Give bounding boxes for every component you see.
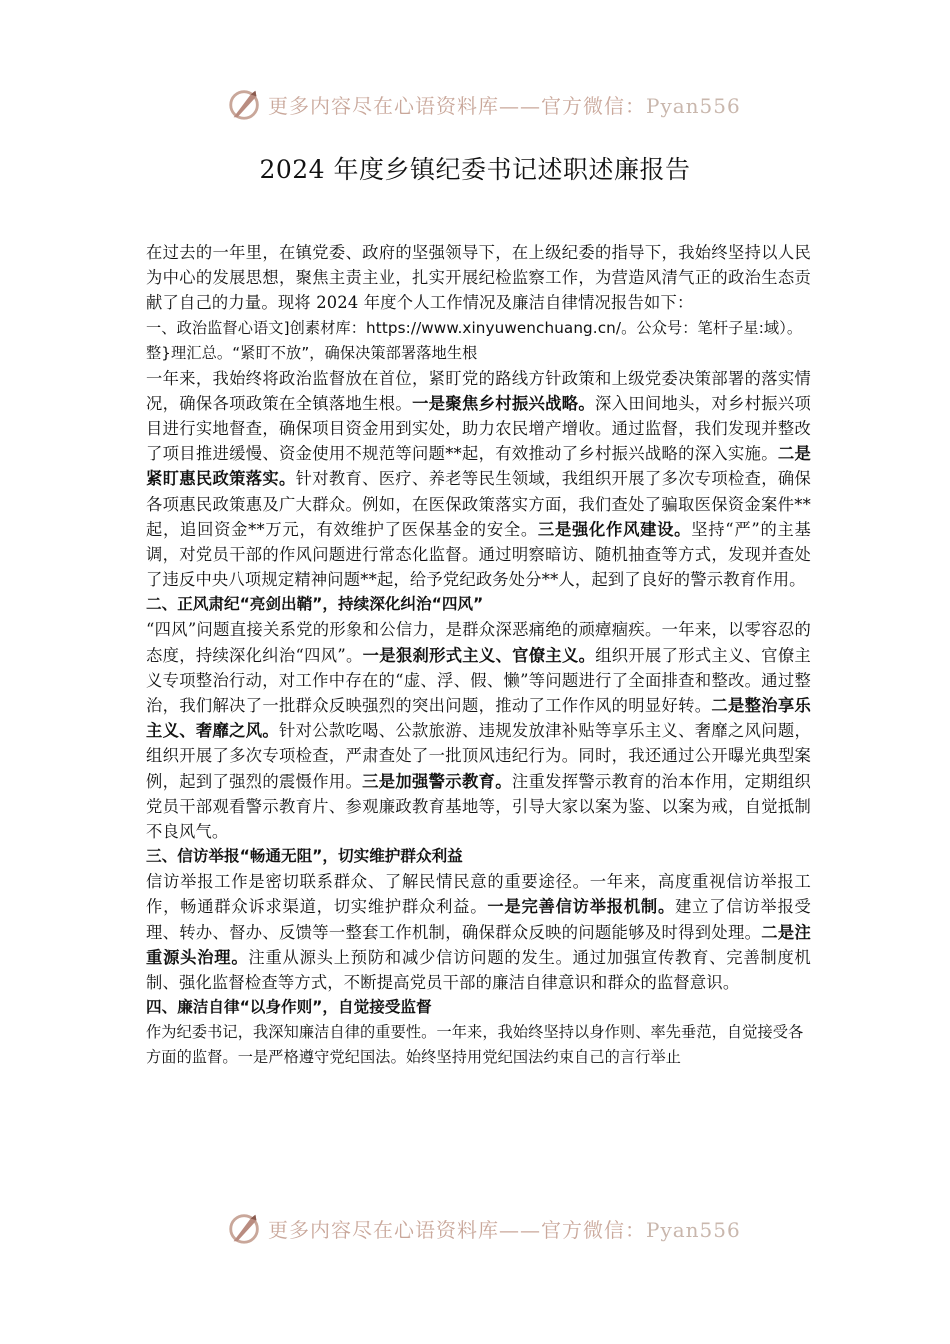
section-3-heading: 三、信访举报“畅通无阻”，切实维护群众利益 [146, 847, 463, 866]
header-banner [0, 82, 950, 126]
banner-text: 更多内容尽在心语资料库——官方微信：Pyan556 [268, 93, 741, 118]
intro-paragraph: 在过去的一年里，在镇党委、政府的坚强领导下，在上级纪委的指导下，我始终坚持以人民为中心的发展思想，聚焦主责主业，扎实开展纪检监察工作，为营造风清气正的政治生态贡献了自己的力量。现将 2024 年度个人工作情况及廉洁自律情况报告如下： [146, 243, 811, 313]
section-4-paragraph: 作为纪委书记，我深知廉洁自律的重要性。一年来，我始终坚持以身作则、率先垂范，自觉接受各方面的监督。一是严格遵守党纪国法。始终坚持用党纪国法约束自己的言行举止 [146, 1023, 804, 1067]
section-4-heading: 四、廉洁自律“以身作则”，自觉接受监督 [146, 998, 432, 1017]
pen-nib-circle-icon [226, 85, 264, 123]
pen-nib-circle-icon [226, 1209, 264, 1247]
section-1-paragraph: 一年来，我始终将政治监督放在首位，紧盯党的路线方针政策和上级党委决策部署的落实情况，确保各项政策在全镇落地生根。一是聚焦乡村振兴战略。深入田间地头，对乡村振兴项目进行实地督查，确保项目资金用到实处，助力农民增产增收。通过监督，我们发现并整改了项目推进缓慢、资金使用不规范等问题**起，有效推动了乡村振兴战略的深入实施。二是紧盯惠民政策落实。针对教育、医疗、养老等民生领域，我组织开展了多次专项检查，确保各项惠民政策惠及广大群众。例如，在医保政策落实方面，我们查处了骗取医保资金案件**起，追回资金**万元，有效维护了医保基金的安全。三是强化作风建设。坚持“严”的主基调，对党员干部的作风问题进行常态化监督。通过明察暗访、随机抽查等方式，发现并查处了违反中央八项规定精神问题**起，给予党纪政务处分**人，起到了良好的警示教育作用。 [146, 368, 812, 590]
document-body [146, 240, 811, 1070]
footer-banner [0, 1206, 950, 1250]
section-3-paragraph: 信访举报工作是密切联系群众、了解民情民意的重要途径。一年来，高度重视信访举报工作，畅通群众诉求渠道，切实维护群众利益。一是完善信访举报机制。建立了信访举报受理、转办、督办、反馈等一整套工作机制，确保群众反映的问题能够及时得到处理。二是注重源头治理。注重从源头上预防和减少信访问题的发生。通过加强宣传教育、完善制度机制、强化监督检查等方式，不断提高党员干部的廉洁自律意识和群众的监督意识。 [146, 872, 812, 993]
section-1-heading: 一、政治监督心语文]创素材库：https://www.xinyuwenchuang.cn/。公众号：笔杆子星:域）。整}理汇总。“紧盯不放”，确保决策部署落地生根 [146, 318, 803, 362]
section-2-heading: 二、正风肃纪“亮剑出鞘”，持续深化纠治“四风” [146, 595, 484, 614]
banner-text: 更多内容尽在心语资料库——官方微信：Pyan556 [268, 1217, 741, 1242]
section-2-paragraph: “四风”问题直接关系党的形象和公信力，是群众深恶痛绝的顽瘴痼疾。一年来，以零容忍的态度，持续深化纠治“四风”。一是狠刹形式主义、官僚主义。组织开展了形式主义、官僚主义专项整治行动，对工作中存在的“虚、浮、假、懒”等问题进行了全面排查和整改。通过整治，我们解决了一批群众反映强烈的突出问题，推动了工作作风的明显好转。二是整治享乐主义、奢靡之风。针对公款吃喝、公款旅游、违规发放津补贴等享乐主义、奢靡之风问题，组织开展了多次专项检查，严肃查处了一批顶风违纪行为。同时，我还通过公开曝光典型案例，起到了强烈的震慑作用。三是加强警示教育。注重发挥警示教育的治本作用，定期组织党员干部观看警示教育片、参观廉政教育基地等，引导大家以案为鉴、以案为戒，自觉抵制不良风气。 [146, 620, 811, 842]
page-title: 2024 年度乡镇纪委书记述职述廉报告 [259, 155, 691, 184]
